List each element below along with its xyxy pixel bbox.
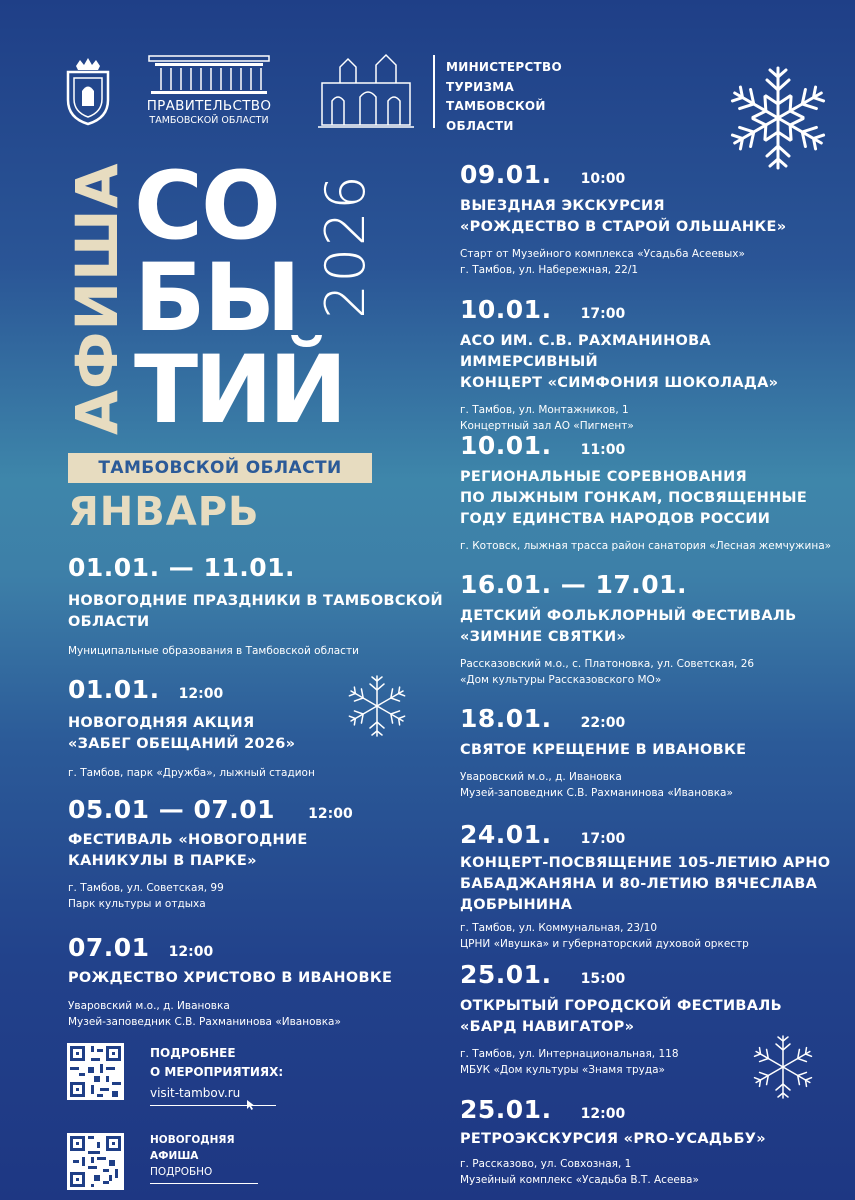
event-title: НОВОГОДНИЕ ПРАЗДНИКИ В ТАМБОВСКОЙ	[68, 593, 443, 609]
event-time: 12:00	[168, 944, 214, 960]
event-title: ГОДУ ЕДИНСТВА НАРОДОВ РОССИИ	[460, 511, 771, 527]
event-info: г. Тамбов, ул. Коммунальная, 23/10	[460, 922, 658, 934]
title-line-3: ТИЙ	[134, 336, 344, 445]
newyear-afisha-block[interactable]	[150, 1132, 258, 1184]
event-date: 10.01.	[460, 431, 552, 460]
event-date: 01.01.	[68, 675, 160, 704]
right-event-3	[460, 433, 850, 554]
ministry-name	[446, 58, 562, 136]
ministry-divider	[433, 55, 435, 128]
newyear-line-2a: АФИША	[150, 1150, 199, 1162]
event-time: 12:00	[308, 806, 353, 822]
event-time: 17:00	[580, 831, 626, 847]
snowflake-small-icon	[346, 671, 408, 741]
event-info: Музейный комплекс «Усадьба В.Т. Асеева»	[460, 1174, 699, 1186]
event-info: г. Тамбов, ул. Монтажников, 1	[460, 404, 629, 416]
event-title: КОНЦЕРТ «СИМФОНИЯ ШОКОЛАДА»	[460, 375, 779, 391]
event-info: Муниципальные образования в Тамбовской области	[68, 645, 359, 657]
event-date: 25.01.	[460, 1095, 552, 1124]
event-title: «ЗАБЕГ ОБЕЩАНИЙ 2026»	[68, 736, 296, 752]
event-title: СВЯТОЕ КРЕЩЕНИЕ В ИВАНОВКЕ	[460, 742, 747, 758]
event-date: 05.01 — 07.01	[68, 795, 276, 824]
event-time: 10:00	[580, 171, 626, 187]
event-title: ФЕСТИВАЛЬ «НОВОГОДНИЕ	[68, 832, 308, 848]
event-info: Музей-заповедник С.В. Рахманинова «Ивановка»	[68, 1016, 341, 1028]
website-link[interactable]: visit-tambov.ru	[150, 1084, 276, 1106]
event-date: 18.01.	[460, 704, 552, 733]
event-info: Музей-заповедник С.В. Рахманинова «Ивановка»	[460, 787, 733, 799]
right-event-4	[460, 572, 850, 688]
title-line-2: БЫ	[134, 244, 300, 353]
event-title: ВЫЕЗДНАЯ ЭКСКУРСИЯ	[460, 198, 665, 214]
event-title: АСО ИМ. С.В. РАХМАНИНОВА ИММЕРСИВНЫЙ	[460, 333, 712, 370]
event-title: «ЗИМНИЕ СВЯТКИ»	[460, 629, 627, 645]
ministry-line-2: ТУРИЗМА	[446, 79, 515, 94]
event-time: 12:00	[178, 686, 224, 702]
qr-code-events[interactable]	[67, 1043, 124, 1100]
event-title: РЕТРОЭКСКУРСИЯ «PRO-УСАДЬБУ»	[460, 1131, 766, 1147]
event-info: г. Рассказово, ул. Совхозная, 1	[460, 1158, 632, 1170]
event-date: 24.01.	[460, 820, 552, 849]
ministry-building-icon	[318, 53, 414, 129]
left-event-1	[68, 555, 448, 659]
right-event-8	[460, 1097, 850, 1188]
event-title: ОТКРЫТЫЙ ГОРОДСКОЙ ФЕСТИВАЛЬ	[460, 998, 782, 1014]
event-time: 12:00	[580, 1106, 626, 1122]
event-info: Старт от Музейного комплекса «Усадьба Асеевых»	[460, 248, 745, 260]
event-info: г. Тамбов, ул. Интернациональная, 118	[460, 1048, 679, 1060]
event-title: ПО ЛЫЖНЫМ ГОНКАМ, ПОСВЯЩЕННЫЕ	[460, 490, 808, 506]
event-info: Рассказовский м.о., с. Платоновка, ул. Советская, 26	[460, 658, 755, 670]
title-line-1: СО	[134, 152, 279, 261]
event-info: Уваровский м.о., д. Ивановка	[460, 771, 622, 783]
event-title: КАНИКУЛЫ В ПАРКЕ»	[68, 853, 257, 869]
event-date: 16.01. — 17.01.	[460, 570, 688, 599]
event-info: «Дом культуры Рассказовского МО»	[460, 674, 662, 686]
event-title: ДОБРЫНИНА	[460, 897, 573, 913]
event-date: 07.01	[68, 933, 150, 962]
event-title: БАБАДЖАНЯНА И 80-ЛЕТИЮ ВЯЧЕСЛАВА	[460, 876, 818, 892]
more-info-block	[150, 1044, 283, 1106]
snowflake-small-icon	[750, 1032, 816, 1102]
event-time: 11:00	[580, 442, 626, 458]
event-title: НОВОГОДНЯЯ АКЦИЯ	[68, 715, 255, 731]
event-date: 25.01.	[460, 960, 552, 989]
event-info: г. Тамбов, ул. Набережная, 22/1	[460, 264, 639, 276]
right-event-1	[460, 162, 850, 278]
month-title: ЯНВАРЬ	[68, 489, 260, 535]
newyear-line-2b: ПОДРОБНО	[150, 1166, 213, 1178]
government-line-1: ПРАВИТЕЛЬСТВО	[146, 98, 272, 114]
event-time: 17:00	[580, 306, 626, 322]
event-title: ОБЛАСТИ	[68, 614, 150, 630]
event-time: 15:00	[580, 971, 626, 987]
right-event-6	[460, 822, 850, 952]
event-info: г. Тамбов, парк «Дружба», лыжный стадион	[68, 767, 315, 779]
event-title: ДЕТСКИЙ ФОЛЬКЛОРНЫЙ ФЕСТИВАЛЬ	[460, 608, 797, 624]
cursor-icon	[246, 1096, 256, 1108]
right-event-5	[460, 706, 850, 801]
year-text: 2026	[314, 173, 377, 319]
more-info-line-1: ПОДРОБНЕЕ	[150, 1046, 236, 1060]
government-line-2: ТАМБОВСКОЙ ОБЛАСТИ	[149, 115, 269, 126]
left-event-3	[68, 797, 448, 912]
ministry-line-4: ОБЛАСТИ	[446, 118, 514, 133]
event-title: РЕГИОНАЛЬНЫЕ СОРЕВНОВАНИЯ	[460, 469, 748, 485]
ministry-line-1: МИНИСТЕРСТВО	[446, 60, 562, 74]
newyear-line-1: НОВОГОДНЯЯ	[150, 1134, 235, 1146]
ministry-line-3: ТАМБОВСКОЙ	[446, 99, 546, 113]
event-title: «РОЖДЕСТВО В СТАРОЙ ОЛЬШАНКЕ»	[460, 219, 787, 235]
event-info: МБУК «Дом культуры «Знамя труда»	[460, 1064, 665, 1076]
event-info: г. Тамбов, ул. Советская, 99	[68, 882, 224, 894]
event-info: ЦРНИ «Ивушка» и губернаторский духовой оркестр	[460, 938, 749, 950]
event-info: Концертный зал АО «Пигмент»	[460, 420, 634, 432]
event-title: КОНЦЕРТ-ПОСВЯЩЕНИЕ 105-ЛЕТИЮ АРНО	[460, 855, 831, 871]
government-building-icon	[147, 54, 271, 96]
afisha-text: АФИША	[63, 162, 131, 435]
event-date: 10.01.	[460, 295, 552, 324]
snowflake-icon	[726, 62, 830, 174]
left-event-4	[68, 935, 448, 1030]
more-info-line-2: О МЕРОПРИЯТИЯХ:	[150, 1065, 284, 1079]
year-vertical	[314, 168, 377, 324]
event-date: 09.01.	[460, 160, 552, 189]
afisha-vertical-title	[63, 162, 131, 435]
event-title: РОЖДЕСТВО ХРИСТОВО В ИВАНОВКЕ	[68, 970, 393, 986]
right-event-2	[460, 297, 850, 434]
region-text: ТАМБОВСКОЙ ОБЛАСТИ	[98, 458, 342, 478]
qr-code-newyear[interactable]	[67, 1133, 124, 1190]
coat-of-arms-icon	[62, 56, 114, 126]
newyear-line-2	[150, 1148, 258, 1184]
event-title: «БАРД НАВИГАТОР»	[460, 1019, 635, 1035]
event-info: Уваровский м.о., д. Ивановка	[68, 1000, 230, 1012]
event-time: 22:00	[580, 715, 626, 731]
event-info: Парк культуры и отдыха	[68, 898, 206, 910]
event-info: г. Котовск, лыжная трасса район санатория «Лесная жемчужина»	[460, 540, 832, 552]
event-date: 01.01. — 11.01.	[68, 553, 296, 582]
government-name	[138, 99, 280, 127]
